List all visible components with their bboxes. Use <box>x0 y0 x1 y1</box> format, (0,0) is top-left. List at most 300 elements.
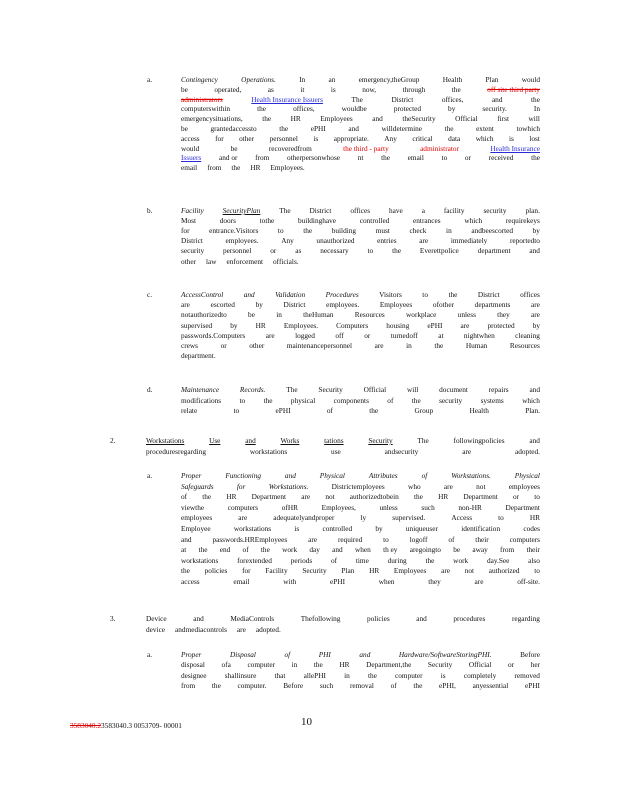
word: Department <box>463 492 498 502</box>
word: maintenancepersonnel <box>286 341 353 350</box>
text-line <box>181 650 540 659</box>
word: ePHI, <box>439 681 456 691</box>
word: Official <box>363 385 387 394</box>
text-line <box>181 341 540 350</box>
word: District <box>477 290 500 299</box>
word: authorized <box>488 566 520 576</box>
word: offices, <box>441 94 464 104</box>
word: of <box>326 406 333 416</box>
word: or <box>270 246 277 256</box>
section-label: 2. <box>110 436 116 445</box>
text-line <box>181 681 540 690</box>
word: computer <box>247 660 275 670</box>
word: wouldbe <box>341 104 367 114</box>
word: the <box>414 492 423 502</box>
word: District <box>391 94 414 104</box>
word: Plan <box>485 75 499 84</box>
word: The <box>351 94 363 104</box>
word: forextended <box>237 555 272 565</box>
word: Thefollowing <box>300 614 341 623</box>
word: work <box>282 545 298 555</box>
word: HR <box>255 320 266 330</box>
word: are <box>236 624 246 634</box>
word: Official <box>455 114 478 124</box>
word: be <box>453 545 461 555</box>
word: plan. <box>525 206 540 215</box>
word: Use <box>209 436 221 445</box>
word: the <box>211 681 221 691</box>
word: followingpolicies <box>453 436 505 445</box>
word: during <box>387 555 407 565</box>
word: Department,the <box>366 660 412 670</box>
word: proceduresregarding <box>146 446 206 456</box>
word: employees. <box>326 300 360 310</box>
word: Disposal <box>229 650 256 659</box>
text-line <box>181 114 540 123</box>
word: for <box>242 566 251 576</box>
word: is <box>509 133 514 143</box>
word: security <box>181 246 205 256</box>
word: an <box>328 75 336 84</box>
word: offices, <box>293 104 315 114</box>
word: andsecurity <box>384 446 419 456</box>
word: ly <box>360 513 367 523</box>
word: computer. <box>237 681 267 691</box>
word: workstations <box>249 446 288 456</box>
word: to <box>498 513 504 523</box>
word: in <box>291 660 298 670</box>
word: the <box>381 153 390 163</box>
word: check <box>409 226 427 236</box>
word: for <box>215 133 224 143</box>
word: at <box>181 545 187 555</box>
word: doors <box>219 216 236 226</box>
word: the <box>413 681 423 691</box>
word: Validation <box>275 290 306 299</box>
word: off <box>335 330 344 340</box>
word: lost <box>529 133 540 143</box>
word: unless <box>457 310 476 320</box>
word: are <box>181 300 190 310</box>
text-line <box>181 104 540 113</box>
word: are <box>531 310 540 320</box>
word: policies <box>366 614 390 623</box>
word: with <box>283 577 297 586</box>
text-line <box>181 545 540 554</box>
word: and <box>359 650 371 659</box>
word: security. <box>482 104 507 114</box>
text-line <box>181 310 540 319</box>
word: andmediacontrols <box>175 624 227 634</box>
word: Contingency <box>181 75 218 84</box>
word: components <box>333 395 369 405</box>
word: would <box>181 143 200 153</box>
text-line <box>181 492 540 501</box>
word: also <box>528 555 540 565</box>
word: viewthe <box>181 502 205 512</box>
word: adopted. <box>255 624 281 634</box>
word: codes <box>523 524 540 533</box>
word: unauthorized <box>316 236 355 246</box>
word: HR <box>250 163 261 173</box>
text-line <box>181 471 540 480</box>
word: email <box>181 163 198 173</box>
word: the <box>451 84 461 94</box>
word: are <box>238 513 248 523</box>
word: away <box>472 545 488 555</box>
word: to <box>441 153 448 163</box>
word: towhich <box>516 124 540 133</box>
word: the <box>411 395 421 405</box>
word: protected <box>487 320 515 330</box>
word: Attributes <box>368 471 398 480</box>
word: Employees <box>393 566 427 576</box>
word: other <box>249 341 265 350</box>
word: required <box>337 534 363 544</box>
word: and <box>181 534 192 544</box>
word: time <box>355 555 369 565</box>
text-line <box>181 524 540 533</box>
word: Resources <box>509 341 540 350</box>
word: would <box>521 75 540 84</box>
section-label: c. <box>147 290 153 299</box>
word: entries <box>377 236 397 246</box>
word: immediately <box>450 236 488 246</box>
text-line <box>181 513 540 522</box>
deleted-doc-id: 3583040.2 <box>70 721 102 730</box>
word: policies <box>204 566 228 576</box>
word: Physical <box>319 471 345 480</box>
word: facility <box>443 206 465 215</box>
word: logged <box>295 330 315 340</box>
word: will <box>528 114 540 124</box>
word: HR <box>226 492 237 502</box>
word: logoff <box>409 534 428 544</box>
word: Workstations. <box>268 481 309 491</box>
page-number: 10 <box>301 716 312 728</box>
word: tations <box>324 436 344 445</box>
word: procedures <box>453 614 486 623</box>
word: officials. <box>273 256 299 266</box>
word: and <box>372 114 383 124</box>
word: ofa <box>221 660 231 670</box>
word: In <box>533 104 540 114</box>
word: Access <box>451 513 473 523</box>
word: willdetermine <box>381 124 422 133</box>
word: to <box>277 226 284 236</box>
text-line <box>146 436 540 445</box>
word: Records. <box>239 385 266 394</box>
word: are <box>441 566 450 576</box>
text-line <box>181 236 540 245</box>
text-line <box>181 85 540 94</box>
word: supervised <box>181 320 213 330</box>
word: that <box>274 670 286 680</box>
text-line <box>181 556 540 565</box>
word: adopted. <box>515 446 540 456</box>
word: to <box>534 566 540 576</box>
word: removal <box>349 681 374 691</box>
word: off-site. <box>517 577 540 586</box>
word: systems <box>480 395 504 405</box>
word: nightwhen <box>463 330 495 340</box>
word: computer <box>395 670 423 680</box>
word: and <box>284 471 296 480</box>
word: and <box>491 94 503 104</box>
word: end <box>219 545 231 555</box>
word: be <box>230 143 238 153</box>
text-line <box>181 216 540 225</box>
word: are <box>308 534 318 544</box>
word: Employees. <box>283 320 319 330</box>
word: Employee <box>181 524 211 533</box>
word: personnel <box>269 133 298 143</box>
word: of <box>390 681 397 691</box>
word: department <box>477 246 511 256</box>
word: in <box>406 341 412 350</box>
word: for <box>236 481 246 491</box>
section-label: 3. <box>110 614 116 623</box>
section-label: d. <box>147 385 153 394</box>
word: crews <box>181 341 199 350</box>
word: workplace <box>406 310 437 320</box>
word: uniqueuser <box>405 524 438 533</box>
word: document <box>439 385 468 394</box>
word: are <box>265 330 275 340</box>
word: the <box>279 124 289 133</box>
text-line <box>146 447 540 456</box>
word: passwords.HREmployees <box>212 534 288 544</box>
word: Employees, <box>321 502 356 512</box>
word: which <box>464 216 483 226</box>
word: her <box>530 660 540 670</box>
word: the <box>181 566 190 576</box>
word: necessary <box>320 246 349 256</box>
word: not <box>476 481 486 491</box>
word: Computers <box>336 320 369 330</box>
word: offices <box>350 206 371 215</box>
word: escorted <box>210 300 235 310</box>
text-line <box>181 331 540 340</box>
word: by <box>532 226 540 236</box>
word: District <box>309 206 332 215</box>
word: shallinsure <box>224 670 257 680</box>
word: be <box>181 84 188 94</box>
word: data <box>448 133 461 143</box>
text-line <box>181 163 540 172</box>
word: Employees. <box>270 163 305 173</box>
word: tothe <box>259 216 275 226</box>
word: Security <box>302 566 327 576</box>
word: anyessential <box>472 681 509 691</box>
word: and <box>416 614 427 623</box>
word: The <box>286 385 298 394</box>
word: of <box>284 650 291 659</box>
word: and or <box>218 153 238 163</box>
word: their <box>475 534 489 544</box>
word: Human <box>465 341 488 350</box>
word: have <box>389 206 403 215</box>
word: ePHI <box>427 320 443 330</box>
word: The <box>417 436 429 445</box>
word: Security <box>368 436 393 445</box>
word: In <box>299 75 306 84</box>
word: and <box>243 290 255 299</box>
word: Plan <box>341 566 355 576</box>
word: day <box>309 545 320 555</box>
document-id <box>70 721 182 730</box>
word: District <box>283 300 306 310</box>
word: not <box>464 566 475 576</box>
word: administrators <box>181 94 223 104</box>
word: Employees <box>379 300 413 310</box>
word: Functioning <box>225 471 261 480</box>
word: or <box>364 330 371 340</box>
word: to <box>422 290 428 299</box>
word: Plan. <box>525 406 540 416</box>
word: ePHI <box>524 681 540 691</box>
word: modifications <box>181 395 222 405</box>
word: employees. <box>225 236 259 246</box>
word: Resources <box>354 310 385 320</box>
word: security <box>483 206 507 215</box>
word: as <box>267 84 274 94</box>
section-label: a. <box>147 75 153 84</box>
word: identification <box>461 524 501 533</box>
word: repairs <box>488 385 509 394</box>
word: allePHI <box>303 670 326 680</box>
word: aregoingto <box>409 545 441 555</box>
word: Everettpolice <box>419 246 459 256</box>
word: to <box>534 492 540 502</box>
word: which <box>475 133 494 143</box>
word: District <box>181 236 203 246</box>
word: departments <box>474 300 511 310</box>
word: recoveredfrom <box>268 143 312 153</box>
word: from <box>500 545 515 555</box>
word: at <box>438 330 444 340</box>
word: as <box>295 246 302 256</box>
word: Before <box>283 681 304 691</box>
word: first <box>497 114 509 124</box>
word: workstations <box>181 555 219 565</box>
word: computers <box>509 534 540 544</box>
word: is <box>294 524 300 533</box>
word: Security <box>427 660 453 670</box>
word: Any <box>281 236 294 246</box>
word: Issuers <box>181 153 202 163</box>
word: Employees <box>320 114 353 124</box>
word: and <box>348 124 359 133</box>
word: passwords.Computers <box>181 330 246 340</box>
word: enforcement <box>226 256 264 266</box>
text-line <box>181 321 540 330</box>
text-line <box>181 246 540 255</box>
text-line <box>181 660 540 669</box>
word: be <box>248 310 255 320</box>
text-line <box>146 614 540 623</box>
text-line <box>181 95 540 104</box>
word: of <box>421 471 428 480</box>
word: law <box>206 256 217 266</box>
word: AccessControl <box>181 290 224 299</box>
word: such <box>319 681 334 691</box>
word: administrator <box>420 143 459 153</box>
text-line <box>181 577 540 586</box>
word: HR <box>438 492 449 502</box>
word: Procedures <box>325 290 359 299</box>
word: offices <box>520 290 540 299</box>
word: and <box>529 385 540 394</box>
word: for <box>181 226 190 236</box>
word: PHI <box>318 650 331 659</box>
word: Workstations. <box>451 471 491 480</box>
word: not <box>325 492 335 502</box>
word: Facility <box>181 206 204 215</box>
text-line <box>181 671 540 680</box>
word: unless <box>379 502 398 512</box>
word: the <box>257 104 267 114</box>
word: email <box>233 577 250 586</box>
word: the <box>313 660 323 670</box>
word: the <box>444 124 454 133</box>
text-line <box>181 124 540 133</box>
text-line <box>146 625 540 634</box>
text-line <box>181 351 540 360</box>
word: computers <box>227 502 259 512</box>
word: of <box>387 395 394 405</box>
text-line <box>181 535 540 544</box>
word: notauthorizedto <box>181 310 227 320</box>
word: Security <box>318 385 343 394</box>
word: the <box>231 163 241 173</box>
word: must <box>375 226 390 236</box>
word: personnel <box>223 246 252 256</box>
word: will <box>406 385 419 394</box>
word: the <box>263 395 273 405</box>
word: theHuman <box>303 310 334 320</box>
word: th ey <box>383 545 398 555</box>
word: by <box>230 320 238 330</box>
word: the <box>260 545 270 555</box>
word: the third - party <box>343 143 389 153</box>
word: to <box>239 395 246 405</box>
word: day.See <box>486 555 510 565</box>
word: entrance.Visitors <box>209 226 259 236</box>
text-line <box>181 385 540 394</box>
word: are <box>374 341 384 350</box>
word: Physical <box>514 471 540 480</box>
word: buildinghave <box>297 216 337 226</box>
word: which <box>522 395 540 405</box>
text-line <box>181 206 540 215</box>
word: The <box>279 206 291 215</box>
word: the <box>448 290 458 299</box>
word: controlled <box>322 524 353 533</box>
text-line <box>181 566 540 575</box>
word: access <box>181 577 200 586</box>
word: the <box>531 153 540 163</box>
word: supervised. <box>392 513 426 523</box>
word: physical <box>290 395 316 405</box>
section-label: a. <box>147 650 153 659</box>
word: other <box>181 256 196 266</box>
word: HR <box>290 114 301 124</box>
word: or <box>220 341 227 350</box>
word: is <box>440 670 446 680</box>
word: ePHI <box>275 406 291 416</box>
word: MediaControls <box>230 614 275 623</box>
